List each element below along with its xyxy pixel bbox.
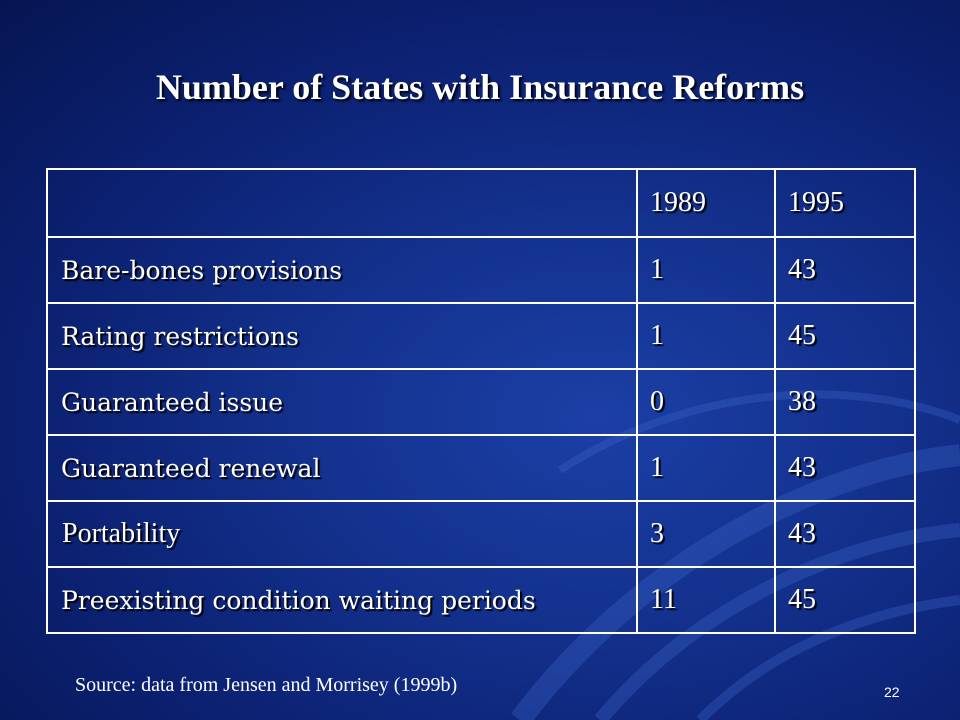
table-header-row [47, 169, 915, 237]
cell-1995: 38 [775, 369, 915, 435]
cell-1995: 45 [775, 303, 915, 369]
table-row [47, 501, 915, 567]
cell-1995: 43 [775, 435, 915, 501]
table-row [47, 369, 915, 435]
row-label: Guaranteed issue [47, 369, 637, 435]
cell-1989: 1 [637, 303, 775, 369]
header-cell-1995: 1995 [775, 169, 915, 237]
row-label: Preexisting condition waiting periods [47, 567, 637, 633]
cell-1995: 43 [775, 237, 915, 303]
table-row [47, 303, 915, 369]
table-row [47, 237, 915, 303]
page-number: 22 [884, 684, 900, 700]
cell-1989: 1 [637, 237, 775, 303]
header-cell-1989: 1989 [637, 169, 775, 237]
cell-1989: 3 [637, 501, 775, 567]
reforms-table [46, 168, 916, 634]
row-label: Bare-bones provisions [47, 237, 637, 303]
row-label: Rating restrictions [47, 303, 637, 369]
source-caption: Source: data from Jensen and Morrisey (1999b) [75, 674, 458, 696]
cell-1989: 1 [637, 435, 775, 501]
row-label: Guaranteed renewal [47, 435, 637, 501]
table-row [47, 567, 915, 633]
header-cell-empty [47, 169, 637, 237]
row-label: Portability [47, 501, 637, 567]
cell-1989: 0 [637, 369, 775, 435]
cell-1995: 43 [775, 501, 915, 567]
cell-1995: 45 [775, 567, 915, 633]
cell-1989: 11 [637, 567, 775, 633]
table-row [47, 435, 915, 501]
slide-title: Number of States with Insurance Reforms [155, 67, 805, 107]
